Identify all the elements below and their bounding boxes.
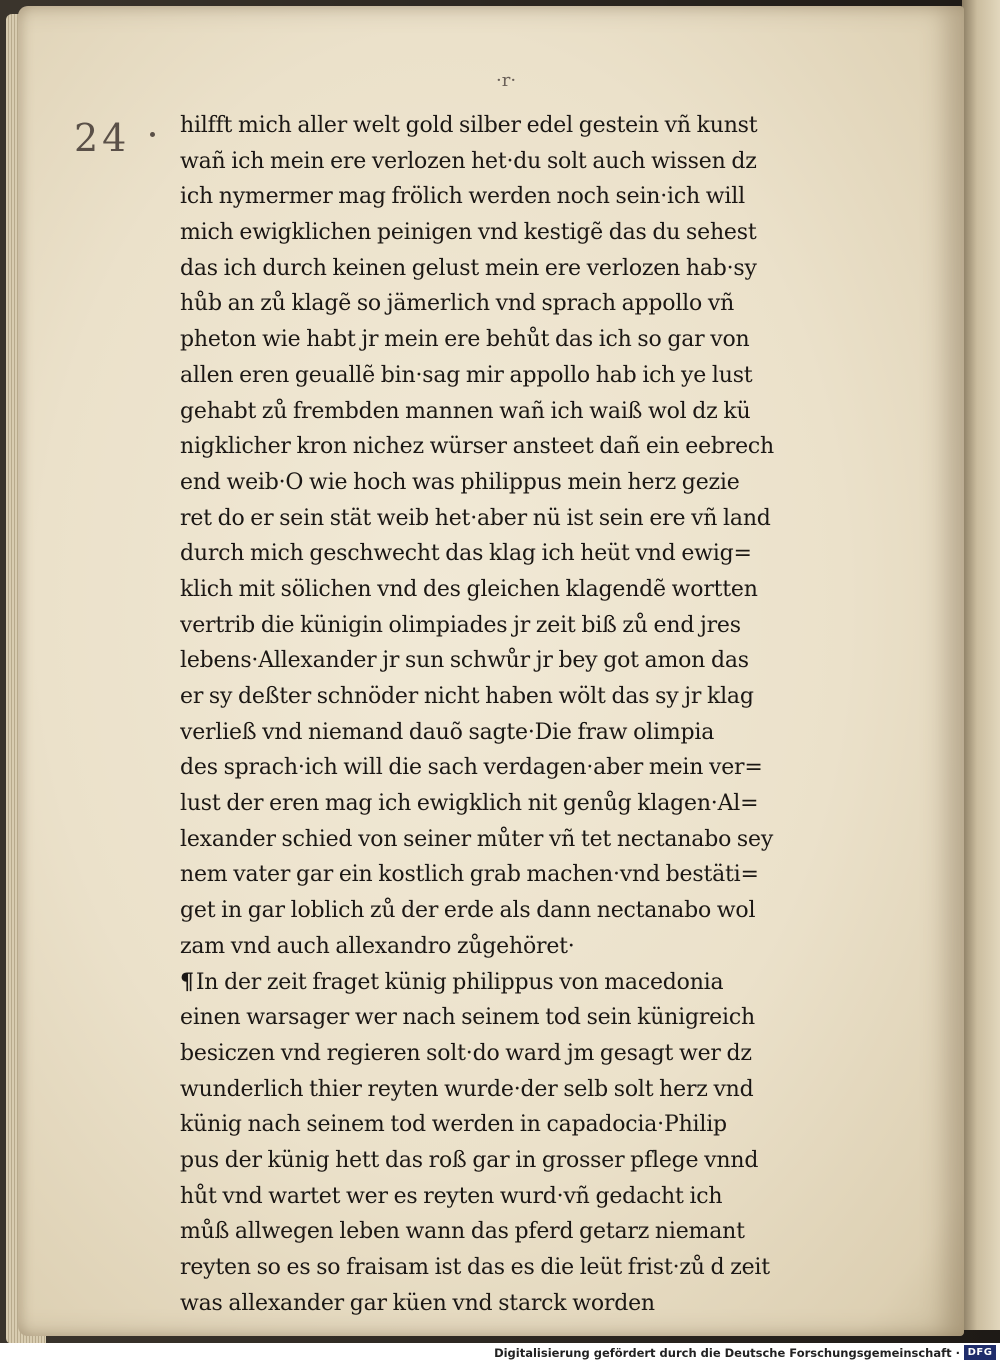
text-line-content: das ich durch keinen gelust mein ere verlozen hab·sy <box>180 255 757 281</box>
dfg-logo: DFG <box>964 1345 996 1360</box>
text-line-content: ret do er sein stät weib het·aber nü ist sein ere vñ land <box>180 505 771 531</box>
text-line <box>180 215 840 251</box>
text-line <box>180 1036 840 1072</box>
text-line-content: zam vnd auch allexandro zůgehöret· <box>180 933 575 959</box>
text-line <box>180 394 840 430</box>
text-line <box>180 501 840 537</box>
text-line-content: vertrib die künigin olimpiades jr zeit biß zů end jres <box>180 612 741 638</box>
text-line <box>180 1072 840 1108</box>
text-block <box>180 108 840 1321</box>
footer-credit: Digitalisierung gefördert durch die Deutsche Forschungsgemeinschaft · <box>494 1346 960 1360</box>
text-line-content: was allexander gar küen vnd starck worden <box>180 1290 655 1316</box>
text-line <box>180 608 840 644</box>
text-line <box>180 108 840 144</box>
text-line <box>180 251 840 287</box>
text-line-content: wunderlich thier reyten wurde·der selb solt herz vnd <box>180 1076 754 1102</box>
text-line <box>180 358 840 394</box>
text-line <box>180 857 840 893</box>
text-line-content: můß allwegen leben wann das pferd getarz niemant <box>180 1219 745 1245</box>
text-line-content: hůb an zů klagẽ so jämerlich vnd sprach appollo vñ <box>180 291 735 317</box>
text-line-content: nem vater gar ein kostlich grab machen·vnd bestäti= <box>180 862 759 888</box>
text-line <box>180 322 840 358</box>
text-line-content: nigklicher kron nichez würser ansteet dañ ein eebrech <box>180 434 775 460</box>
text-line-content: klich mit sölichen vnd des gleichen klagendẽ wortten <box>180 576 758 602</box>
text-line <box>180 786 840 822</box>
text-line <box>180 1000 840 1036</box>
text-line-content: In der zeit fraget künig philippus von macedonia <box>195 969 724 995</box>
text-line <box>180 1250 840 1286</box>
text-line <box>180 429 840 465</box>
text-line-content: durch mich geschwecht das klag ich heüt vnd ewig= <box>180 541 752 567</box>
text-line <box>180 643 840 679</box>
text-line-content: pus der künig hett das roß gar in grosser pflege vnnd <box>180 1147 759 1173</box>
text-line-content: einen warsager wer nach seinem tod sein künigreich <box>180 1005 755 1031</box>
text-line-content: end weib·O wie hoch was philippus mein herz gezie <box>180 469 740 495</box>
text-line-content: hilfft mich aller welt gold silber edel gestein vñ kunst <box>180 113 758 138</box>
text-line <box>180 286 840 322</box>
text-line-content: des sprach·ich will die sach verdagen·aber mein ver= <box>180 755 763 781</box>
text-line <box>180 929 840 965</box>
text-line <box>180 1107 840 1143</box>
text-line <box>180 715 840 751</box>
paragraph-mark: ¶ <box>180 968 194 995</box>
text-line <box>180 1179 840 1215</box>
text-line-content: verließ vnd niemand dauõ sagte·Die fraw olimpia <box>180 719 715 745</box>
text-line <box>180 893 840 929</box>
text-line <box>180 572 840 608</box>
text-line <box>180 822 840 858</box>
text-line-content: get in gar loblich zů der erde als dann nectanabo wol <box>180 898 756 924</box>
text-line-content: allen eren geuallẽ bin·sag mir appollo hab ich ye lust <box>180 362 753 388</box>
text-line-content: lebens·Allexander jr sun schwůr jr bey got amon das <box>180 648 749 674</box>
text-line <box>180 144 840 180</box>
text-line-content: mich ewigklichen peinigen vnd kestigẽ das du sehest <box>180 220 757 246</box>
text-line <box>180 465 840 501</box>
text-line <box>180 179 840 215</box>
text-line <box>180 1286 840 1322</box>
text-line-content: hůt vnd wartet wer es reyten wurd·vñ gedacht ich <box>180 1183 723 1209</box>
text-line <box>180 750 840 786</box>
text-line-content: besiczen vnd regieren solt·do ward jm gesagt wer dz <box>180 1040 752 1066</box>
text-line <box>180 1143 840 1179</box>
text-line <box>180 536 840 572</box>
folio-number: 24 <box>74 116 131 160</box>
text-line <box>180 1214 840 1250</box>
folio-dot <box>150 132 155 137</box>
text-line-content: ich nymermer mag frölich werden noch sein·ich will <box>180 184 745 210</box>
text-line-content: gehabt zů frembden mannen wañ ich waiß wol dz kü <box>180 398 751 424</box>
text-line-content: lust der eren mag ich ewigklich nit genůg klagen·Al= <box>180 791 759 817</box>
text-line-content: pheton wie habt jr mein ere behůt das ich so gar von <box>180 327 750 353</box>
text-line <box>180 965 840 1001</box>
facing-page-edge <box>962 0 1000 1330</box>
text-line-content: er sy deßter schnöder nicht haben wölt das sy jr klag <box>180 684 754 709</box>
text-line-content: wañ ich mein ere verlozen het·du solt auch wissen dz <box>180 148 757 174</box>
text-line <box>180 679 840 715</box>
text-line-content: lexander schied von seiner můter vñ tet nectanabo sey <box>180 826 774 852</box>
text-line-content: reyten so es so fraisam ist das es die leüt frist·zů d zeit <box>180 1255 770 1280</box>
text-line-content: künig nach seinem tod werden in capadocia·Philip <box>180 1112 727 1138</box>
top-mark: ·r· <box>496 70 517 91</box>
